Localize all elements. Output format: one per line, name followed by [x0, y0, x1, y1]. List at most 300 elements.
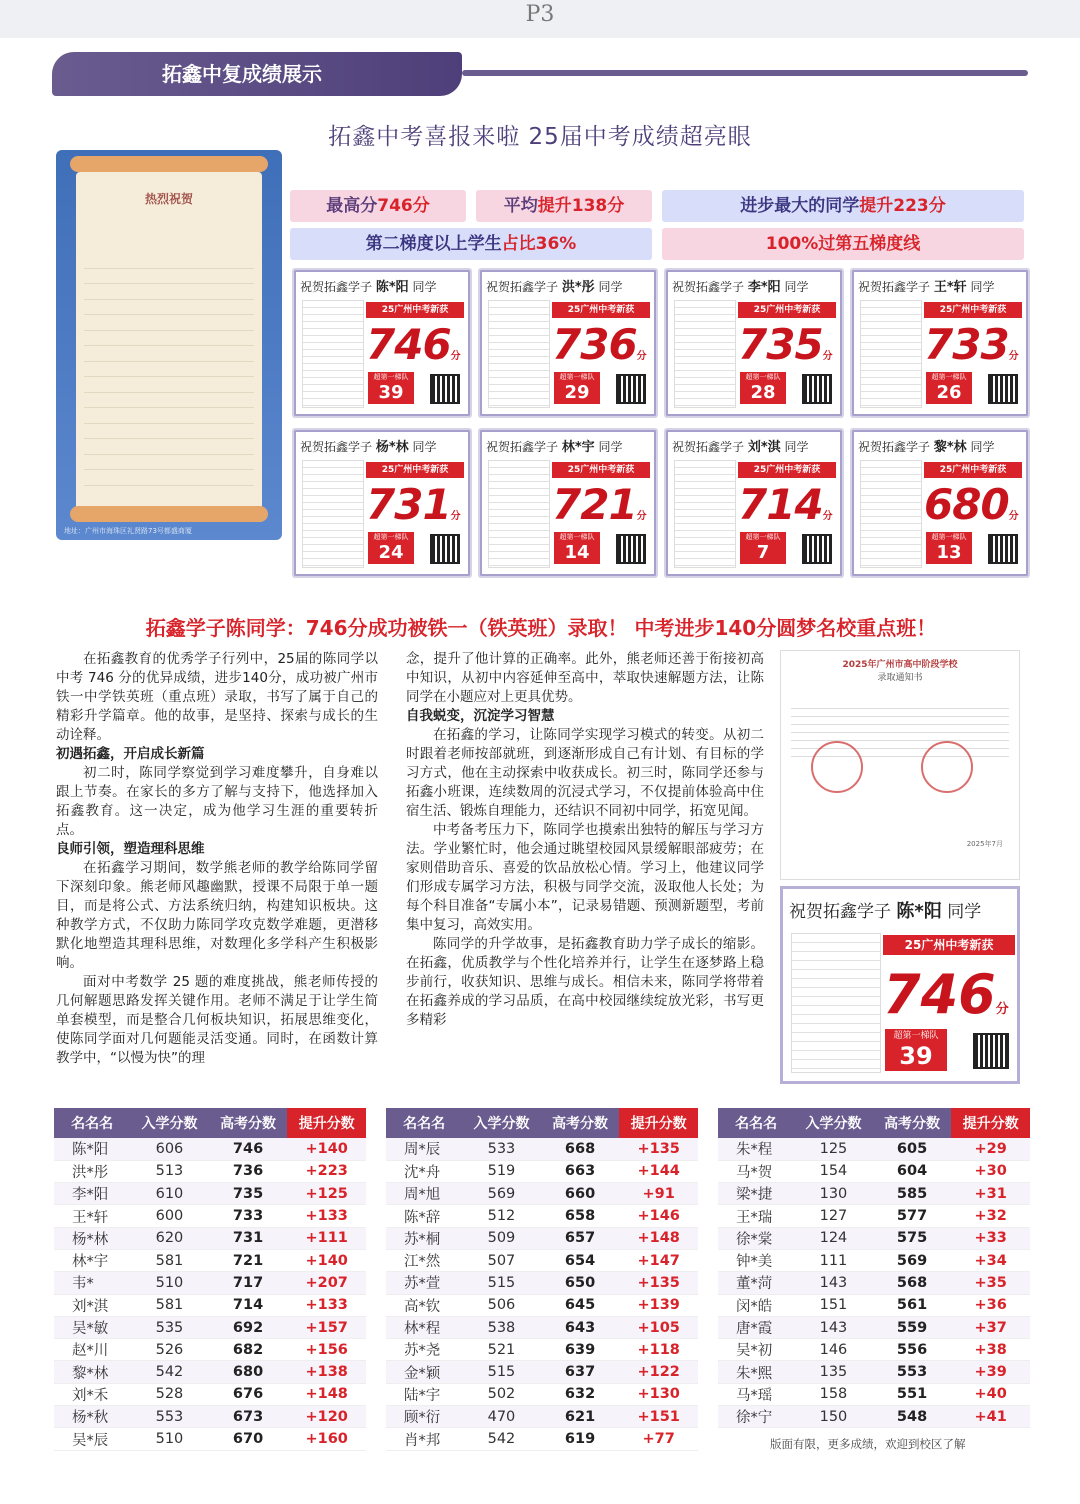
score-card — [850, 268, 1030, 418]
table-row — [386, 1272, 698, 1294]
table-cell: 陈*辞 — [386, 1205, 462, 1227]
table-row — [54, 1316, 366, 1338]
table-cell: 620 — [130, 1227, 209, 1249]
table-cell: 670 — [209, 1428, 288, 1450]
table-cell: 赵*川 — [54, 1339, 130, 1361]
table-cell: 吴*敏 — [54, 1316, 130, 1338]
table-cell: 洪*彤 — [54, 1160, 130, 1182]
score-report-thumbnail — [302, 300, 364, 408]
card-score: 714分 — [738, 480, 832, 529]
story-paragraph: 念，提升了他计算的正确率。此外，熊老师还善于衔接初高中知识，从初中内容延伸至高中，萃取快速解题方法，让陈同学在小题应对上更具优势。 — [406, 651, 764, 705]
card-tag: 25广州中考新获 — [924, 302, 1022, 318]
table-cell: 542 — [130, 1361, 209, 1383]
letter-title: 2025年广州市高中阶段学校 — [842, 660, 958, 670]
section-title: 拓鑫中复成绩展示 — [52, 52, 462, 96]
table-cell: +156 — [287, 1339, 366, 1361]
card-tag: 25广州中考新获 — [552, 302, 650, 318]
table-cell: +160 — [287, 1428, 366, 1450]
column-header: 高考分数 — [873, 1108, 952, 1138]
story-subheading: 良师引领，塑造理科思维 — [56, 841, 205, 857]
table-cell: 111 — [794, 1249, 873, 1271]
table-cell: +207 — [287, 1272, 366, 1294]
column-header: 名名名 — [386, 1108, 462, 1138]
table-cell: 528 — [130, 1383, 209, 1405]
table-cell: 苏*萱 — [386, 1272, 462, 1294]
table-row — [718, 1160, 1030, 1182]
column-header: 提升分数 — [287, 1108, 366, 1138]
table-cell: 林*程 — [386, 1316, 462, 1338]
table-cell: 苏*桐 — [386, 1227, 462, 1249]
column-header: 高考分数 — [209, 1108, 288, 1138]
table-cell: +140 — [287, 1138, 366, 1160]
table-row — [54, 1294, 366, 1316]
table-cell: 507 — [462, 1249, 541, 1271]
table-cell: 717 — [209, 1272, 288, 1294]
story-column-1 — [56, 650, 378, 1068]
table-cell: 637 — [541, 1361, 620, 1383]
table-cell: +37 — [951, 1316, 1030, 1338]
results-table-1 — [54, 1108, 366, 1451]
score-card — [292, 428, 472, 578]
table-cell: 肖*邦 — [386, 1428, 462, 1450]
table-cell: 梁*捷 — [718, 1183, 794, 1205]
card-score: 721分 — [552, 480, 646, 529]
card-tag: 25广州中考新获 — [366, 302, 464, 318]
table-cell: 736 — [209, 1160, 288, 1182]
table-cell: +146 — [619, 1205, 698, 1227]
title-divider — [462, 70, 1028, 76]
table-row — [718, 1227, 1030, 1249]
story-paragraph: 初二时，陈同学察觉到学习难度攀升，自身难以跟上节奏。在家长的多方了解与支持下，他选择加入拓鑫教育。这一决定，成为他学习生涯的重要转折点。 — [56, 765, 378, 838]
table-cell: 苏*尧 — [386, 1339, 462, 1361]
table-cell: 581 — [130, 1294, 209, 1316]
table-cell: +36 — [951, 1294, 1030, 1316]
table-cell: 510 — [130, 1428, 209, 1450]
table-row — [386, 1361, 698, 1383]
table-cell: 521 — [462, 1339, 541, 1361]
card-score: 680分 — [924, 480, 1018, 529]
table-cell: 韦* — [54, 1272, 130, 1294]
table-row — [54, 1249, 366, 1271]
congratulation-scroll — [56, 150, 282, 540]
score-report-thumbnail — [791, 933, 881, 1073]
table-cell: 徐*棠 — [718, 1227, 794, 1249]
table-cell: +133 — [287, 1205, 366, 1227]
table-cell: 735 — [209, 1183, 288, 1205]
table-cell: 533 — [462, 1138, 541, 1160]
card-tag: 25广州中考新获 — [883, 935, 1015, 955]
qr-code-icon — [988, 374, 1018, 404]
table-cell: 577 — [873, 1205, 952, 1227]
table-row — [718, 1183, 1030, 1205]
table-row — [54, 1160, 366, 1182]
table-cell: 刘*禾 — [54, 1383, 130, 1405]
table-cell: 黎*林 — [54, 1361, 130, 1383]
table-cell: +130 — [619, 1383, 698, 1405]
story-subheading: 初遇拓鑫，开启成长新篇 — [56, 746, 205, 762]
table-header-row — [718, 1108, 1030, 1138]
table-cell: 676 — [209, 1383, 288, 1405]
score-report-thumbnail — [860, 460, 922, 568]
table-cell: 135 — [794, 1361, 873, 1383]
table-cell: 714 — [209, 1294, 288, 1316]
table-cell: 徐*宁 — [718, 1406, 794, 1428]
table-row — [54, 1428, 366, 1450]
card-tag: 25广州中考新获 — [924, 462, 1022, 478]
table-cell: 509 — [462, 1227, 541, 1249]
results-table-3 — [718, 1108, 1030, 1428]
table-cell: 645 — [541, 1294, 620, 1316]
table-cell: 151 — [794, 1294, 873, 1316]
table-cell: 692 — [209, 1316, 288, 1338]
table-cell: 143 — [794, 1272, 873, 1294]
footnote: 版面有限，更多成绩，欢迎到校区了解 — [770, 1437, 966, 1451]
score-report-thumbnail — [488, 300, 550, 408]
table-cell: +41 — [951, 1406, 1030, 1428]
qr-code-icon — [616, 534, 646, 564]
story-paragraph: 中考备考压力下，陈同学也摸索出独特的解压与学习方法。学业繁忙时，他会通过眺望校园风景缓解眼部疲劳；在家则借助音乐、喜爱的饮品放松心情。学习上，他建议同学们形成专属学习方法，积极与同学交流，汲取他人长处；为每个科目准备“专属小本”，记录易错题、预测新题型，考前集中复习，高效实用。 — [406, 822, 764, 933]
score-report-thumbnail — [860, 300, 922, 408]
letter-date: 2025年7月 — [966, 840, 1003, 848]
table-row — [54, 1205, 366, 1227]
table-cell: 535 — [130, 1316, 209, 1338]
table-cell: +125 — [287, 1183, 366, 1205]
column-header: 高考分数 — [541, 1108, 620, 1138]
column-header: 入学分数 — [794, 1108, 873, 1138]
table-cell: +135 — [619, 1138, 698, 1160]
column-header: 名名名 — [54, 1108, 130, 1138]
card-rank-badge: 超第一梯队 26 — [926, 372, 972, 404]
table-cell: 643 — [541, 1316, 620, 1338]
story-paragraph: 在拓鑫的学习，让陈同学实现学习模式的转变。从初二时跟着老师按部就班，到逐渐形成自己有计划、有目标的学习方式，他在主动探索中收获成长。初三时，陈同学还参与拓鑫小班课，连续数周的沉浸式学习，不仅提前体验高中住宿生活、锻炼自理能力，还结识不同初中同学，拓宽见闻。 — [406, 727, 764, 819]
table-cell: 124 — [794, 1227, 873, 1249]
qr-code-icon — [802, 534, 832, 564]
story-title: 拓鑫学子陈同学：746分成功被铁一（铁英班）录取！ 中考进步140分圆梦名校重点班！ — [145, 616, 937, 640]
table-cell: 650 — [541, 1272, 620, 1294]
card-score: 735分 — [738, 320, 832, 369]
table-cell: 561 — [873, 1294, 952, 1316]
table-cell: 154 — [794, 1160, 873, 1182]
table-cell: 553 — [873, 1361, 952, 1383]
page-number: P3 — [525, 2, 555, 27]
table-row — [718, 1316, 1030, 1338]
table-cell: 150 — [794, 1406, 873, 1428]
card-caption: 祝贺拓鑫学子 黎*林 同学 — [858, 440, 995, 455]
table-cell: +30 — [951, 1160, 1030, 1182]
table-cell: 董*菏 — [718, 1272, 794, 1294]
table-cell: 515 — [462, 1361, 541, 1383]
score-card — [664, 268, 844, 418]
card-rank-badge: 超第一梯队 7 — [740, 532, 786, 564]
story-subheading: 自我蜕变，沉淀学习智慧 — [406, 708, 555, 724]
table-cell: 660 — [541, 1183, 620, 1205]
table-cell: 钟*美 — [718, 1249, 794, 1271]
table-row — [386, 1428, 698, 1450]
table-row — [54, 1183, 366, 1205]
table-row — [54, 1339, 366, 1361]
table-cell: +144 — [619, 1160, 698, 1182]
column-header: 提升分数 — [951, 1108, 1030, 1138]
card-rank-badge: 超第一梯队 24 — [368, 532, 414, 564]
table-cell: 673 — [209, 1406, 288, 1428]
featured-score-card — [780, 886, 1020, 1084]
table-cell: 506 — [462, 1294, 541, 1316]
card-caption: 祝贺拓鑫学子 刘*淇 同学 — [672, 440, 809, 455]
table-cell: 125 — [794, 1138, 873, 1160]
table-cell: +77 — [619, 1428, 698, 1450]
table-cell: 陆*宇 — [386, 1383, 462, 1405]
card-rank-badge: 超第一梯队 28 — [740, 372, 786, 404]
table-cell: 158 — [794, 1383, 873, 1405]
card-caption: 祝贺拓鑫学子 李*阳 同学 — [672, 280, 809, 295]
scroll-title: 热烈祝贺 — [144, 192, 193, 206]
table-row — [54, 1138, 366, 1160]
table-cell: 吴*辰 — [54, 1428, 130, 1450]
card-score: 746分 — [366, 320, 460, 369]
table-cell: 680 — [209, 1361, 288, 1383]
table-cell: 556 — [873, 1339, 952, 1361]
table-cell: 654 — [541, 1249, 620, 1271]
story-paragraph: 陈同学的升学故事，是拓鑫教育助力学子成长的缩影。在拓鑫，优质教学与个性化培养并行，让学生在逐梦路上稳步前行，收获知识、思维与成长。相信未来，陈同学将带着在拓鑫养成的学习品质，在高中校园继续绽放光彩，书写更多精彩 — [406, 936, 764, 1028]
table-cell: 581 — [130, 1249, 209, 1271]
card-caption: 祝贺拓鑫学子 王*轩 同学 — [858, 280, 995, 295]
story-paragraph: 在拓鑫教育的优秀学子行列中，25届的陈同学以中考 746 分的优异成绩，进步140分，成功被广州市铁一中学铁英班（重点班）录取，书写了属于自己的精彩升学篇章。他的故事，是坚持、探索与成长的生动诠释。 — [56, 651, 378, 743]
table-cell: 512 — [462, 1205, 541, 1227]
scroll-footer: 地址：广州市海珠区礼贤路73号都盛商厦 — [64, 527, 192, 535]
headline: 拓鑫中考喜报来啦 25届中考成绩超亮眼 — [328, 124, 752, 150]
stat-highest-score: 最高分746分 — [290, 190, 466, 222]
table-cell: 513 — [130, 1160, 209, 1182]
story-paragraph: 在拓鑫学习期间，数学熊老师的教学给陈同学留下深刻印象。熊老师风趣幽默，授课不局限于单一题目，而是将公式、方法系统归纳，构建知识板块。这种教学方式，不仅助力陈同学攻克数学难题，更潜移默化地塑造其理科思维，对数理化多学科产生积极影响。 — [56, 860, 378, 971]
score-report-thumbnail — [488, 460, 550, 568]
card-rank-badge: 超第一梯队 13 — [926, 532, 972, 564]
qr-code-icon — [973, 1033, 1009, 1069]
table-cell: 吴*初 — [718, 1339, 794, 1361]
table-header-row — [54, 1108, 366, 1138]
card-caption: 祝贺拓鑫学子 洪*彤 同学 — [486, 280, 623, 295]
table-cell: +38 — [951, 1339, 1030, 1361]
table-cell: +140 — [287, 1249, 366, 1271]
column-header: 入学分数 — [130, 1108, 209, 1138]
table-cell: 502 — [462, 1383, 541, 1405]
table-cell: +105 — [619, 1316, 698, 1338]
table-cell: 江*然 — [386, 1249, 462, 1271]
table-cell: 杨*秋 — [54, 1406, 130, 1428]
table-cell: 548 — [873, 1406, 952, 1428]
score-report-thumbnail — [674, 300, 736, 408]
qr-code-icon — [988, 534, 1018, 564]
table-cell: +122 — [619, 1361, 698, 1383]
card-score: 731分 — [366, 480, 460, 529]
scroll-top-roll — [70, 156, 268, 172]
score-card — [478, 268, 658, 418]
table-cell: 马*瑶 — [718, 1383, 794, 1405]
table-row — [386, 1339, 698, 1361]
table-cell: 闵*皓 — [718, 1294, 794, 1316]
school-seal-icon — [921, 741, 973, 793]
table-cell: 639 — [541, 1339, 620, 1361]
table-cell: 551 — [873, 1383, 952, 1405]
table-header-row — [386, 1108, 698, 1138]
table-row — [54, 1406, 366, 1428]
card-caption: 祝贺拓鑫学子 林*宇 同学 — [486, 440, 623, 455]
table-row — [718, 1138, 1030, 1160]
table-row — [54, 1227, 366, 1249]
card-rank-badge: 超第一梯队 29 — [554, 372, 600, 404]
score-card — [478, 428, 658, 578]
stat-average-gain: 平均提升138分 — [476, 190, 652, 222]
table-cell: 王*轩 — [54, 1205, 130, 1227]
card-rank-badge: 超第一梯队 39 — [368, 372, 414, 404]
table-cell: 刘*淇 — [54, 1294, 130, 1316]
score-report-thumbnail — [674, 460, 736, 568]
qr-code-icon — [616, 374, 646, 404]
card-tag: 25广州中考新获 — [738, 462, 836, 478]
card-tag: 25广州中考新获 — [552, 462, 650, 478]
table-row — [386, 1227, 698, 1249]
table-row — [386, 1294, 698, 1316]
table-cell: 658 — [541, 1205, 620, 1227]
card-score: 736分 — [552, 320, 646, 369]
card-score: 746分 — [883, 963, 1009, 1026]
table-cell: +135 — [619, 1272, 698, 1294]
qr-code-icon — [430, 534, 460, 564]
table-row — [386, 1406, 698, 1428]
story-column-2 — [406, 650, 764, 1030]
card-rank-badge: 超第一梯队 39 — [885, 1029, 947, 1071]
table-cell: 559 — [873, 1316, 952, 1338]
table-cell: +35 — [951, 1272, 1030, 1294]
table-cell: +139 — [619, 1294, 698, 1316]
score-card — [664, 428, 844, 578]
column-header: 提升分数 — [619, 1108, 698, 1138]
table-cell: 668 — [541, 1138, 620, 1160]
table-cell: 721 — [209, 1249, 288, 1271]
table-cell: +118 — [619, 1339, 698, 1361]
table-row — [718, 1406, 1030, 1428]
table-cell: +138 — [287, 1361, 366, 1383]
table-cell: 127 — [794, 1205, 873, 1227]
table-cell: 510 — [130, 1272, 209, 1294]
table-row — [386, 1383, 698, 1405]
table-cell: 746 — [209, 1138, 288, 1160]
table-cell: 585 — [873, 1183, 952, 1205]
table-cell: +33 — [951, 1227, 1030, 1249]
table-cell: +111 — [287, 1227, 366, 1249]
table-cell: +91 — [619, 1183, 698, 1205]
table-cell: +32 — [951, 1205, 1030, 1227]
table-row — [718, 1272, 1030, 1294]
table-cell: +120 — [287, 1406, 366, 1428]
table-cell: 605 — [873, 1138, 952, 1160]
table-cell: +31 — [951, 1183, 1030, 1205]
official-seal-icon — [811, 741, 863, 793]
table-cell: +223 — [287, 1160, 366, 1182]
table-row — [718, 1361, 1030, 1383]
column-header: 入学分数 — [462, 1108, 541, 1138]
score-card — [292, 268, 472, 418]
table-cell: 542 — [462, 1428, 541, 1450]
table-cell: 682 — [209, 1339, 288, 1361]
qr-code-icon — [430, 374, 460, 404]
table-cell: 569 — [462, 1183, 541, 1205]
table-row — [386, 1316, 698, 1338]
table-cell: 陈*阳 — [54, 1138, 130, 1160]
table-cell: +133 — [287, 1294, 366, 1316]
table-cell: 731 — [209, 1227, 288, 1249]
table-cell: 663 — [541, 1160, 620, 1182]
table-cell: 600 — [130, 1205, 209, 1227]
letter-subtitle: 录取通知书 — [877, 673, 923, 683]
table-cell: 470 — [462, 1406, 541, 1428]
table-cell: 632 — [541, 1383, 620, 1405]
card-caption: 祝贺拓鑫学子 杨*林 同学 — [300, 440, 437, 455]
table-cell: 130 — [794, 1183, 873, 1205]
results-table-2 — [386, 1108, 698, 1451]
table-cell: 马*贺 — [718, 1160, 794, 1182]
table-cell: 621 — [541, 1406, 620, 1428]
table-cell: 606 — [130, 1138, 209, 1160]
table-cell: 568 — [873, 1272, 952, 1294]
table-cell: 515 — [462, 1272, 541, 1294]
table-cell: 604 — [873, 1160, 952, 1182]
card-caption: 祝贺拓鑫学子 陈*阳 同学 — [300, 280, 437, 295]
admission-letter — [780, 650, 1020, 880]
stat-second-tier: 第二梯度以上学生占比36% — [290, 228, 652, 260]
table-row — [718, 1294, 1030, 1316]
table-cell: 沈*舟 — [386, 1160, 462, 1182]
table-cell: 高*钦 — [386, 1294, 462, 1316]
table-cell: 143 — [794, 1316, 873, 1338]
table-cell: 553 — [130, 1406, 209, 1428]
scroll-bottom-roll — [70, 506, 268, 522]
table-cell: 朱*熙 — [718, 1361, 794, 1383]
table-row — [718, 1383, 1030, 1405]
card-caption: 祝贺拓鑫学子 陈*阳 同学 — [789, 901, 982, 922]
table-cell: 顾*衍 — [386, 1406, 462, 1428]
table-cell: +148 — [619, 1227, 698, 1249]
scroll-paper — [76, 172, 262, 512]
table-cell: 657 — [541, 1227, 620, 1249]
table-row — [386, 1160, 698, 1182]
table-cell: 610 — [130, 1183, 209, 1205]
table-cell: 朱*程 — [718, 1138, 794, 1160]
table-cell: 王*瑞 — [718, 1205, 794, 1227]
table-cell: +148 — [287, 1383, 366, 1405]
card-tag: 25广州中考新获 — [366, 462, 464, 478]
table-cell: 周*辰 — [386, 1138, 462, 1160]
table-row — [54, 1272, 366, 1294]
table-cell: +34 — [951, 1249, 1030, 1271]
table-cell: 575 — [873, 1227, 952, 1249]
card-tag: 25广州中考新获 — [738, 302, 836, 318]
table-cell: 526 — [130, 1339, 209, 1361]
table-cell: +29 — [951, 1138, 1030, 1160]
table-row — [386, 1249, 698, 1271]
column-header: 名名名 — [718, 1108, 794, 1138]
story-paragraph: 面对中考数学 25 题的难度挑战，熊老师传授的几何解题思路发挥关键作用。老师不满足于让学生简单套模型，而是整合几何板块知识，拓展思维变化，使陈同学面对几何题能灵活变通。同时，在函数计算教学中，“以慢为快”的理 — [56, 974, 378, 1066]
table-cell: +151 — [619, 1406, 698, 1428]
table-cell: 538 — [462, 1316, 541, 1338]
table-cell: 李*阳 — [54, 1183, 130, 1205]
table-row — [386, 1205, 698, 1227]
table-cell: +39 — [951, 1361, 1030, 1383]
table-cell: +147 — [619, 1249, 698, 1271]
score-card — [850, 428, 1030, 578]
table-cell: 733 — [209, 1205, 288, 1227]
table-row — [718, 1205, 1030, 1227]
table-cell: 569 — [873, 1249, 952, 1271]
